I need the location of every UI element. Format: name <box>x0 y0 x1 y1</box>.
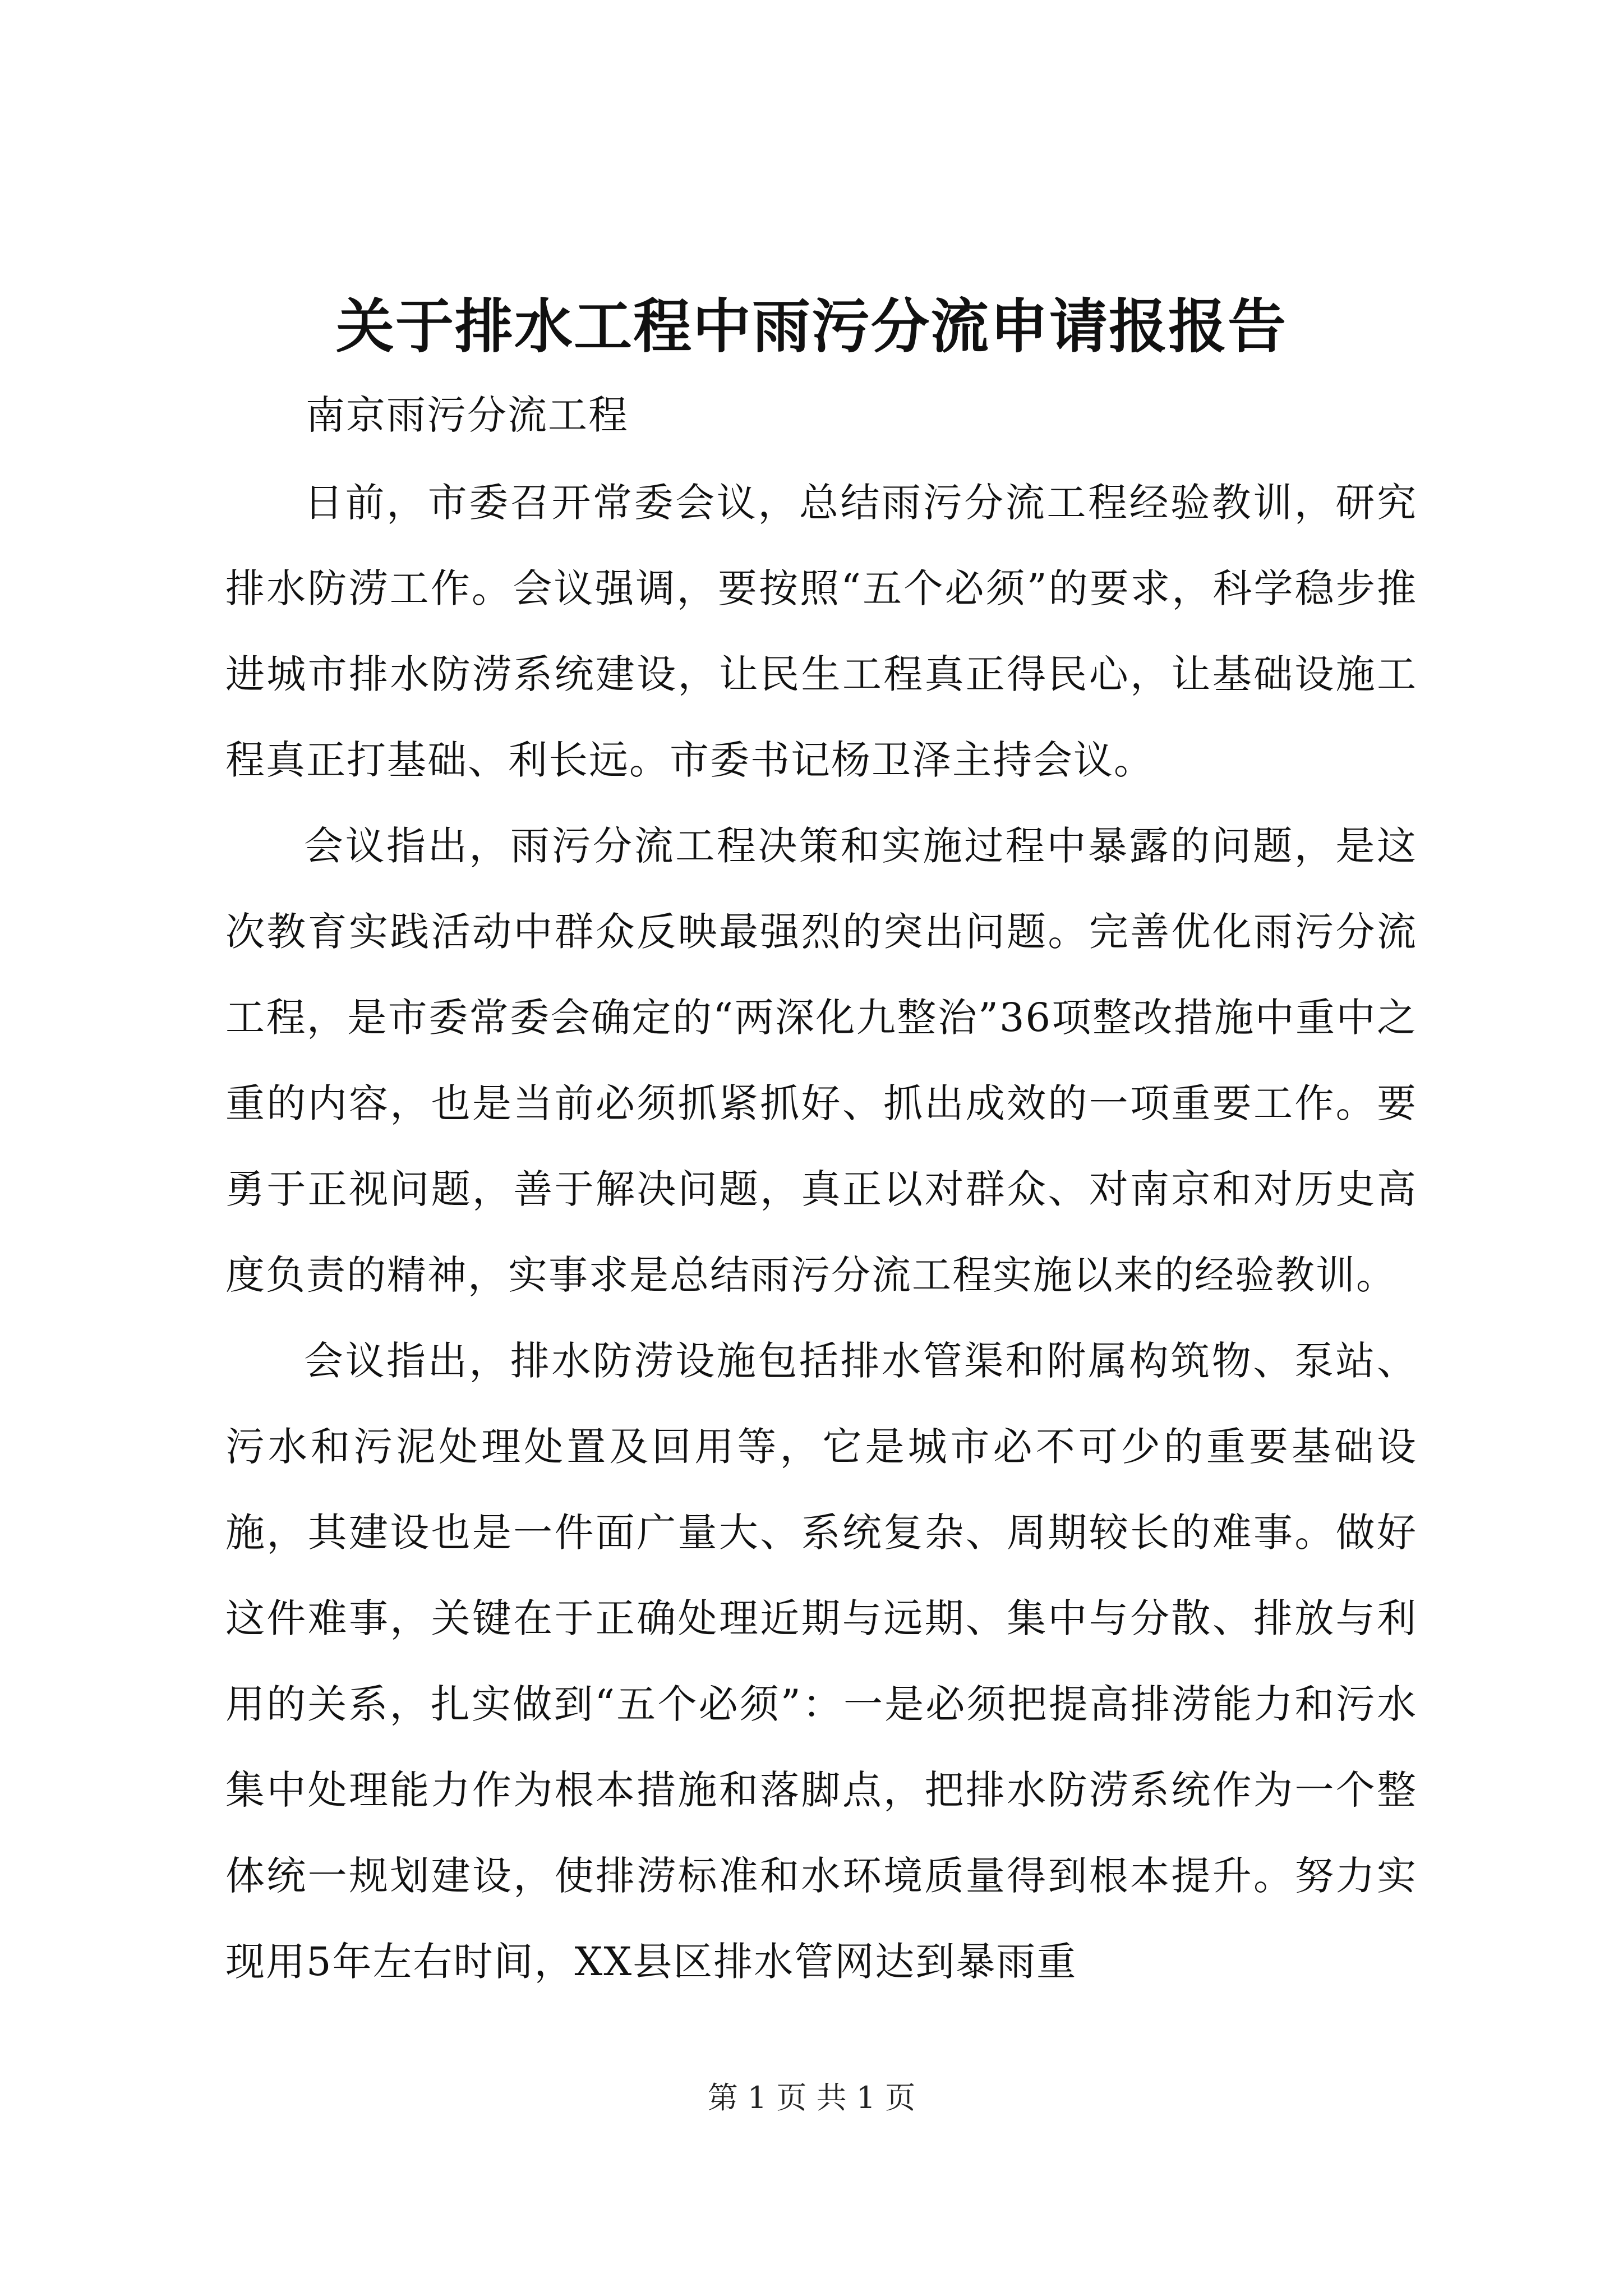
paragraph: 日前，市委召开常委会议，总结雨污分流工程经验教训，研究排水防涝工作。会议强调，要按照“五个必须”的要求，科学稳步推进城市排水防涝系统建设，让民生工程真正得民心，让基础设施工程真正打基础、利长远。市委书记杨卫泽主持会议。 <box>225 480 1417 783</box>
page-footer: 第 1 页 共 1 页 <box>707 2080 916 2115</box>
document-body <box>225 460 1417 2005</box>
paragraph: 会议指出，雨污分流工程决策和实施过程中暴露的问题，是这次教育实践活动中群众反映最强烈的突出问题。完善优化雨污分流工程，是市委常委会确定的“两深化九整治”36项整改措施中重中之重的内容，也是当前必须抓紧抓好、抓出成效的一项重要工作。要勇于正视问题，善于解决问题，真正以对群众、对南京和对历史高度负责的精神，实事求是总结雨污分流工程实施以来的经验教训。 <box>225 823 1417 1298</box>
document-subtitle: 南京雨污分流工程 <box>306 392 629 438</box>
document-title: 关于排水工程中雨污分流申请报报告 <box>335 292 1287 361</box>
paragraph: 会议指出，排水防涝设施包括排水管渠和附属构筑物、泵站、污水和污泥处理处置及回用等，它是城市必不可少的重要基础设施，其建设也是一件面广量大、系统复杂、周期较长的难事。做好这件难事，关键在于正确处理近期与远期、集中与分散、排放与利用的关系，扎实做到“五个必须”：一是必须把提高排涝能力和污水集中处理能力作为根本措施和落脚点，把排水防涝系统作为一个整体统一规划建设，使排涝标准和水环境质量得到根本提升。努力实现用5年左右时间，XX县区排水管网达到暴雨重 <box>225 1338 1417 1985</box>
